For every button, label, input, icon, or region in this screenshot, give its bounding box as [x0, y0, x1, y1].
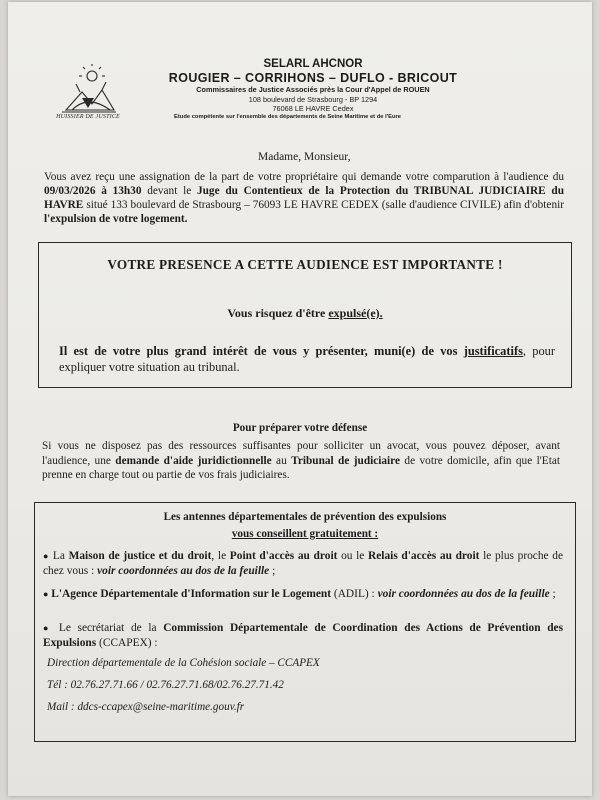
prevention-title: Les antennes départementales de prévention des expulsions — [163, 511, 447, 523]
warning-title: VOTRE PRESENCE A CETTE AUDIENCE EST IMPORTANTE ! — [107, 257, 503, 272]
item1-italic: voir coordonnées au dos de la feuille — [97, 564, 270, 577]
prevention-info-box — [34, 502, 576, 742]
defense-text-2: au — [271, 454, 292, 467]
interest-paragraph — [59, 343, 555, 375]
item1-bold-3: Relais d'accès au droit — [368, 550, 480, 562]
firm-address-line2: 76068 LE HAVRE Cedex — [272, 104, 354, 113]
salutation: Madame, Monsieur, — [258, 151, 351, 163]
tribunal-name: Tribunal de judiciaire — [291, 454, 401, 467]
intro-text-3: situé 133 boulevard de Strasbourg – 76093 LE HAVRE CEDEX (salle d'audience CIVILE) afin d'obtenir — [83, 199, 564, 211]
defense-title: Pour préparer votre défense — [232, 422, 368, 434]
prevention-subtitle-text: vous conseillent gratuitement : — [231, 528, 379, 540]
intro-text-2: devant le — [141, 185, 197, 197]
document-page — [8, 2, 592, 796]
list-item-ccapex — [43, 621, 563, 650]
claim-purpose: l'expulsion de votre logement. — [44, 213, 188, 225]
warning-box — [38, 242, 572, 388]
item1-text-2: , le — [211, 550, 230, 562]
item2-bold-1: L'Agence Départementale d'Information sur le Logement — [51, 588, 332, 600]
logo-caption: HUISSIER DE JUSTICE — [56, 114, 120, 120]
bullet-icon: ● — [43, 589, 49, 599]
item1-text-4: le plus proche de chez vous : — [43, 550, 564, 577]
item1-text-3: ou le — [337, 550, 369, 562]
item2-text-3: ; — [549, 588, 556, 600]
risk-word: expulsé(e). — [328, 306, 383, 320]
firm-address-line1: 108 boulevard de Strasbourg - BP 1294 — [248, 95, 378, 104]
legal-aid-request: demande d'aide juridictionnelle — [115, 454, 272, 467]
defense-paragraph — [42, 439, 560, 483]
item3-text-2: (CCAPEX) : — [96, 636, 158, 649]
interest-justificatifs: justificatifs — [463, 344, 523, 358]
defense-text-1: Si vous ne disposez pas des ressources suffisantes pour solliciter un avocat, vous pouvez déposer, avant l'audience, une — [42, 440, 560, 467]
interest-bold: Il est de votre plus grand intérêt de vous y présenter, muni(e) de vos — [59, 344, 464, 358]
list-item-maison-justice — [43, 549, 563, 578]
letterhead — [148, 58, 478, 122]
item1-text-5: ; — [269, 564, 276, 577]
ccapex-email: Mail : ddcs-ccapex@seine-maritime.gouv.fr — [47, 701, 245, 713]
risk-prefix: Vous risquez d'être — [227, 306, 329, 320]
item1-bold-1: Maison de justice et du droit — [68, 550, 212, 562]
item2-italic: voir coordonnées au dos de la feuille — [377, 588, 550, 600]
bullet-icon: ● — [43, 623, 53, 633]
item1-text-1: La — [49, 550, 69, 562]
defense-text-3: de votre domicile, afin que l'Etat prenne en charge tout ou partie de vos frais judiciaires. — [42, 454, 560, 481]
bullet-icon: ● — [43, 551, 50, 561]
firm-subtitle: Commissaires de Justice Associés près la Cour d'Appel de ROUEN — [196, 85, 430, 94]
item1-bold-2: Point d'accès au droit — [229, 550, 338, 562]
hearing-date: 09/03/2026 à 13h30 — [44, 185, 142, 197]
ccapex-direction: Direction départementale de la Cohésion sociale – CCAPEX — [47, 657, 320, 669]
item3-bold-1: Commission Départementale de Coordination des Actions de Prévention des Expulsions — [43, 622, 564, 649]
intro-text-1: Vous avez reçu une assignation de la part de votre propriétaire qui demande votre comparution à l'audience du — [44, 171, 564, 183]
ccapex-phone: Tél : 02.76.27.71.66 / 02.76.27.71.68/02.76.27.71.42 — [47, 679, 284, 691]
firm-name: SELARL AHCNOR — [263, 58, 363, 70]
prevention-subtitle — [35, 528, 575, 540]
firm-jurisdiction: Etude compétente sur l'ensemble des départements de Seine Maritime et de l'Eure — [174, 114, 401, 120]
item2-text-2: (ADIL) : — [331, 588, 378, 600]
list-item-adil — [43, 587, 563, 602]
item3-text-1: Le secrétariat de la — [52, 622, 164, 634]
partner-names: ROUGIER – CORRIHONS – DUFLO - BRICOUT — [168, 71, 458, 85]
eviction-risk — [39, 306, 571, 321]
interest-rest: , pour expliquer votre situation au tribunal. — [59, 344, 555, 374]
intro-paragraph — [44, 170, 564, 226]
court-name: Juge du Contentieux de la Protection du TRIBUNAL JUDICIAIRE du HAVRE — [44, 185, 564, 211]
